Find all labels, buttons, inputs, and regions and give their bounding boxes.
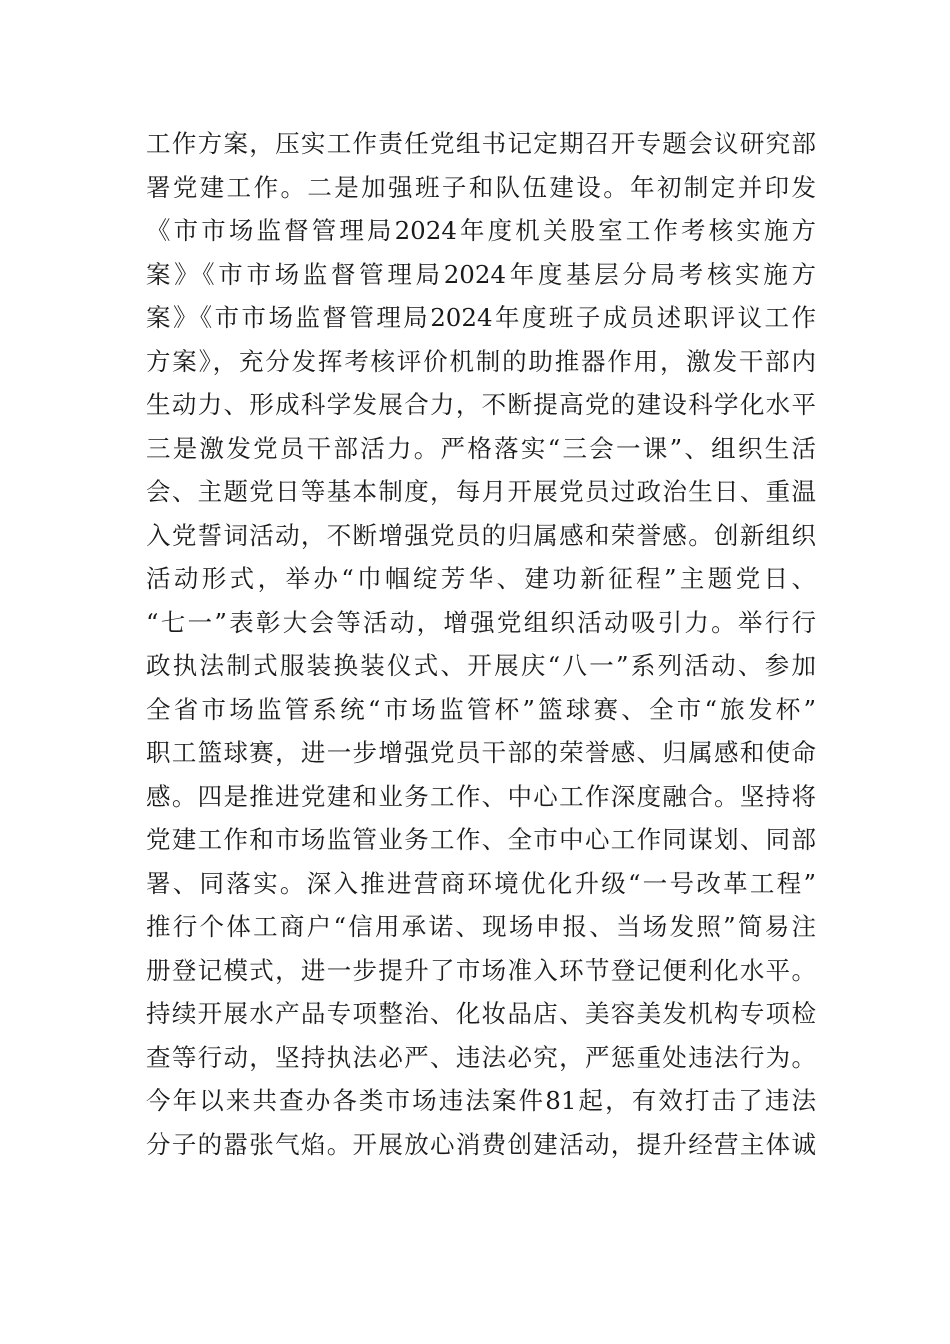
text-line: 党建工作和市场监管业务工作、全市中心工作同谋划、同部 [146,825,816,854]
body-text [146,122,816,1166]
text-line: 方案》，充分发挥考核评价机制的助推器作用，激发干部内 [146,346,816,376]
text-line: 三是激发党员干部活力。严格落实“三会一课”、组织生活 [146,433,816,463]
text-line: 案》《市市场监督管理局2024年度班子成员述职评议工作 [146,303,816,332]
text-line: 职工篮球赛，进一步增强党员干部的荣誉感、归属感和使命 [146,738,816,767]
text-line: 持续开展水产品专项整治、化妆品店、美容美发机构专项检 [146,999,816,1028]
text-line: 《市市场监督管理局2024年度机关股室工作考核实施方 [146,216,816,245]
text-line: 册登记模式，进一步提升了市场准入环节登记便利化水平。 [146,955,816,985]
text-line: 案》《市市场监督管理局2024年度基层分局考核实施方 [146,259,816,289]
text-line: 工作方案，压实工作责任党组书记定期召开专题会议研究部 [146,129,816,158]
text-line: 活动形式，举办“巾帼绽芳华、建功新征程”主题党日、 [146,564,816,593]
text-line: 推行个体工商户“信用承诺、现场申报、当场发照”简易注 [146,912,816,941]
text-line: 政执法制式服装换装仪式、开展庆“八一”系列活动、参加 [146,651,816,680]
text-line: 入党誓词活动，不断增强党员的归属感和荣誉感。创新组织 [146,520,816,550]
text-line: 署党建工作。二是加强班子和队伍建设。年初制定并印发 [146,172,816,202]
text-line: 生动力、形成科学发展合力，不断提高党的建设科学化水平 [146,390,816,419]
text-line: 会、主题党日等基本制度，每月开展党员过政治生日、重温 [146,477,816,506]
text-line: “七一”表彰大会等活动，增强党组织活动吸引力。举行行 [146,607,816,637]
text-line: 查等行动，坚持执法必严、违法必究，严惩重处违法行为。 [146,1042,816,1072]
text-line: 分子的嚣张气焰。开展放心消费创建活动，提升经营主体诚 [146,1129,816,1159]
text-line: 感。四是推进党建和业务工作、中心工作深度融合。坚持将 [146,781,816,811]
text-line: 全省市场监管系统“市场监管杯”篮球赛、全市“旅发杯” [146,694,816,724]
text-line: 今年以来共查办各类市场违法案件81起，有效打击了违法 [146,1086,816,1115]
text-line: 署、同落实。深入推进营商环境优化升级“一号改革工程” [146,868,816,898]
